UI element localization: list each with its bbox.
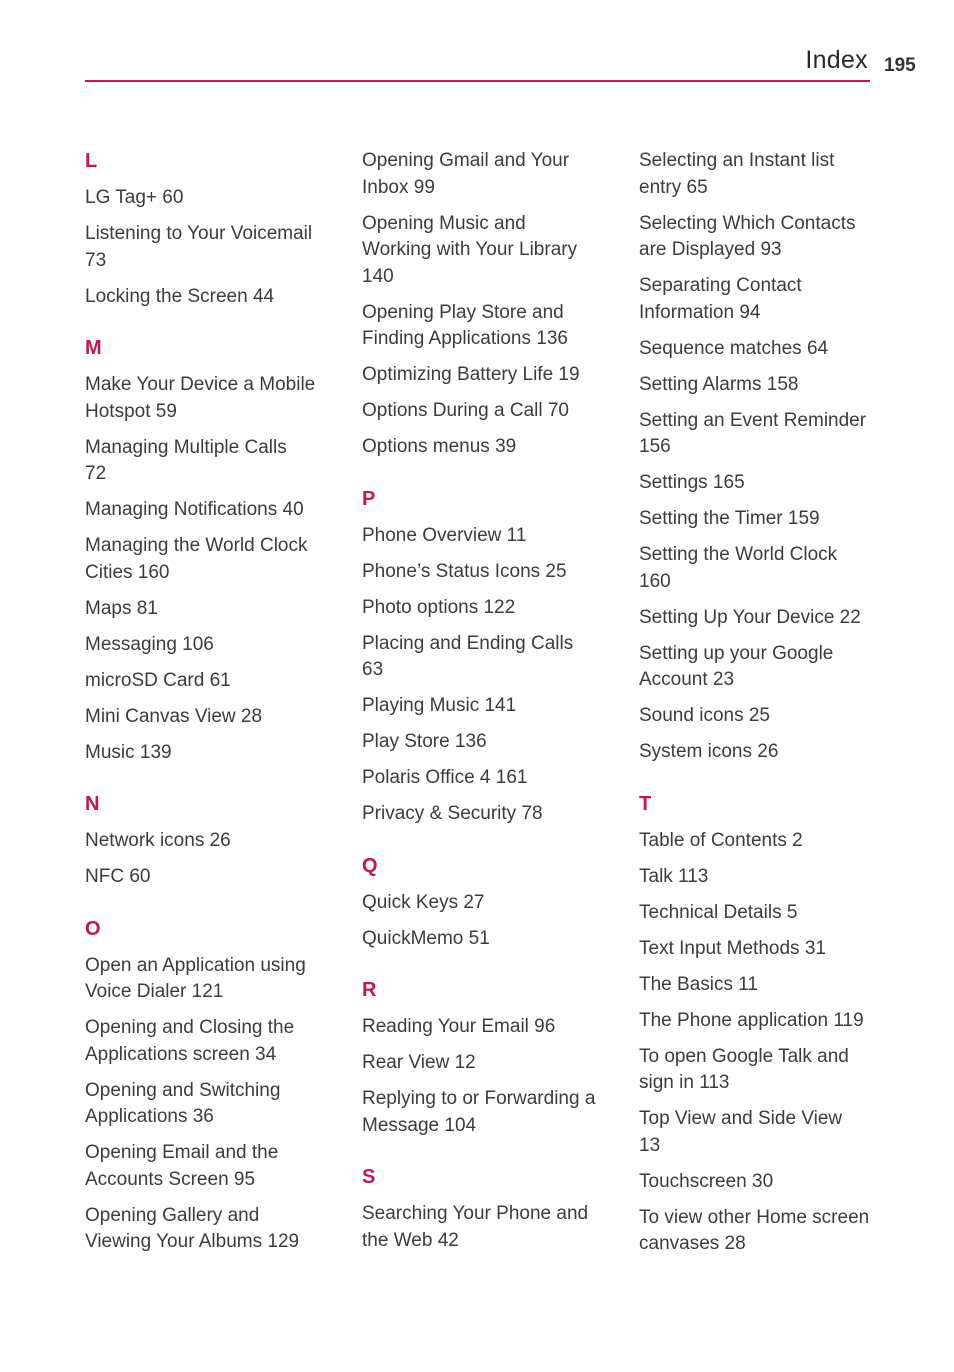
index-entry: Opening and Closing the Applications screen 34 (85, 1017, 295, 1065)
index-entry: Quick Keys 27 (362, 891, 485, 913)
index-column-2 (362, 148, 612, 1254)
index-letter-heading: N (85, 793, 100, 815)
index-entry: Locking the Screen 44 (85, 285, 275, 307)
index-entry: Phone Overview 11 (362, 524, 527, 546)
index-entry: NFC 60 (85, 866, 151, 887)
index-entry: The Phone application 119 (639, 1009, 864, 1031)
index-entry: Setting Up Your Device 22 (639, 606, 861, 628)
index-entry: Polaris Office 4 161 (362, 767, 528, 788)
index-column-3 (639, 148, 879, 1258)
index-letter-heading: S (362, 1166, 376, 1188)
index-entry: Touchscreen 30 (639, 1170, 774, 1192)
index-entry: Mini Canvas View 28 (85, 705, 263, 727)
index-letter-heading: P (362, 487, 376, 510)
index-entry: Opening Play Store and Finding Applications 136 (362, 301, 568, 349)
index-entry: Separating Contact Information 94 (639, 275, 802, 323)
index-entry: Talk 113 (639, 865, 709, 887)
index-entry: Options menus 39 (362, 436, 517, 457)
index-letter-heading: O (85, 917, 101, 940)
index-entry: To view other Home screen canvases 28 (639, 1206, 870, 1254)
index-entry: Messaging 106 (85, 633, 214, 655)
index-entry: Network icons 26 (85, 830, 231, 851)
index-letter-heading: Q (362, 854, 378, 877)
index-entry: Opening Gmail and Your Inbox 99 (362, 150, 570, 198)
index-entry: Replying to or Forwarding a Message 104 (362, 1088, 596, 1136)
index-entry: Play Store 136 (362, 731, 487, 752)
index-entry: Privacy & Security 78 (362, 803, 543, 824)
index-entry: Photo options 122 (362, 596, 516, 618)
page-number: 195 (884, 55, 916, 76)
index-entry: Phone’s Status Icons 25 (362, 560, 567, 582)
index-entry: Sound icons 25 (639, 705, 770, 726)
index-entry: Settings 165 (639, 472, 745, 493)
index-entry: Managing the World Clock Cities 160 (85, 535, 308, 583)
index-entry: Open an Application using Voice Dialer 121 (85, 954, 306, 1002)
index-entry: Playing Music 141 (362, 695, 517, 716)
index-entry: Opening Gallery and Viewing Your Albums 129 (85, 1204, 300, 1252)
index-entry: Setting an Event Reminder 156 (639, 409, 867, 457)
index-entry: Text Input Methods 31 (639, 937, 826, 959)
index-letter-heading: M (85, 337, 102, 359)
index-entry: Rear View 12 (362, 1052, 476, 1073)
index-entry: Setting up your Google Account 23 (639, 642, 834, 690)
index-entry: Selecting an Instant list entry 65 (639, 150, 835, 198)
index-entry: System icons 26 (639, 741, 779, 762)
index-entry: microSD Card 61 (85, 669, 231, 691)
index-entry: Options During a Call 70 (362, 400, 569, 421)
index-entry: Setting the World Clock 160 (639, 544, 838, 592)
index-letter-heading: L (85, 150, 98, 172)
index-entry: Top View and Side View 13 (639, 1108, 843, 1156)
index-entry: To open Google Talk and sign in 113 (639, 1045, 849, 1093)
page-title: Index (805, 46, 868, 74)
index-entry: Opening Music and Working with Your Library 140 (362, 212, 578, 287)
index-entry: Setting Alarms 158 (639, 373, 799, 395)
index-entry: Selecting Which Contacts are Displayed 93 (639, 212, 856, 260)
index-entry: The Basics 11 (639, 973, 758, 995)
index-entry: Table of Contents 2 (639, 829, 803, 851)
index-entry: Searching Your Phone and the Web 42 (362, 1203, 589, 1251)
index-entry: Make Your Device a Mobile Hotspot 59 (85, 374, 316, 422)
index-entry: Maps 81 (85, 597, 158, 619)
index-entry: Music 139 (85, 741, 172, 763)
index-entry: Reading Your Email 96 (362, 1016, 556, 1037)
index-entry: Technical Details 5 (639, 901, 798, 923)
index-entry: Opening Email and the Accounts Screen 95 (85, 1142, 279, 1190)
index-entry: Placing and Ending Calls 63 (362, 632, 574, 680)
index-entry: Setting the Timer 159 (639, 508, 820, 529)
index-entry: QuickMemo 51 (362, 927, 490, 949)
index-entry: Managing Notifications 40 (85, 499, 304, 520)
index-entry: Optimizing Battery Life 19 (362, 364, 580, 385)
index-column-1 (85, 148, 335, 1256)
header-rule (85, 80, 870, 82)
index-entry: Listening to Your Voicemail 73 (85, 223, 313, 271)
index-entry: Managing Multiple Calls 72 (85, 436, 287, 484)
index-entry: Sequence matches 64 (639, 337, 829, 359)
index-letter-heading: T (639, 792, 652, 815)
index-entry: LG Tag+ 60 (85, 187, 184, 208)
index-letter-heading: R (362, 979, 377, 1001)
index-entry: Opening and Switching Applications 36 (85, 1079, 281, 1127)
